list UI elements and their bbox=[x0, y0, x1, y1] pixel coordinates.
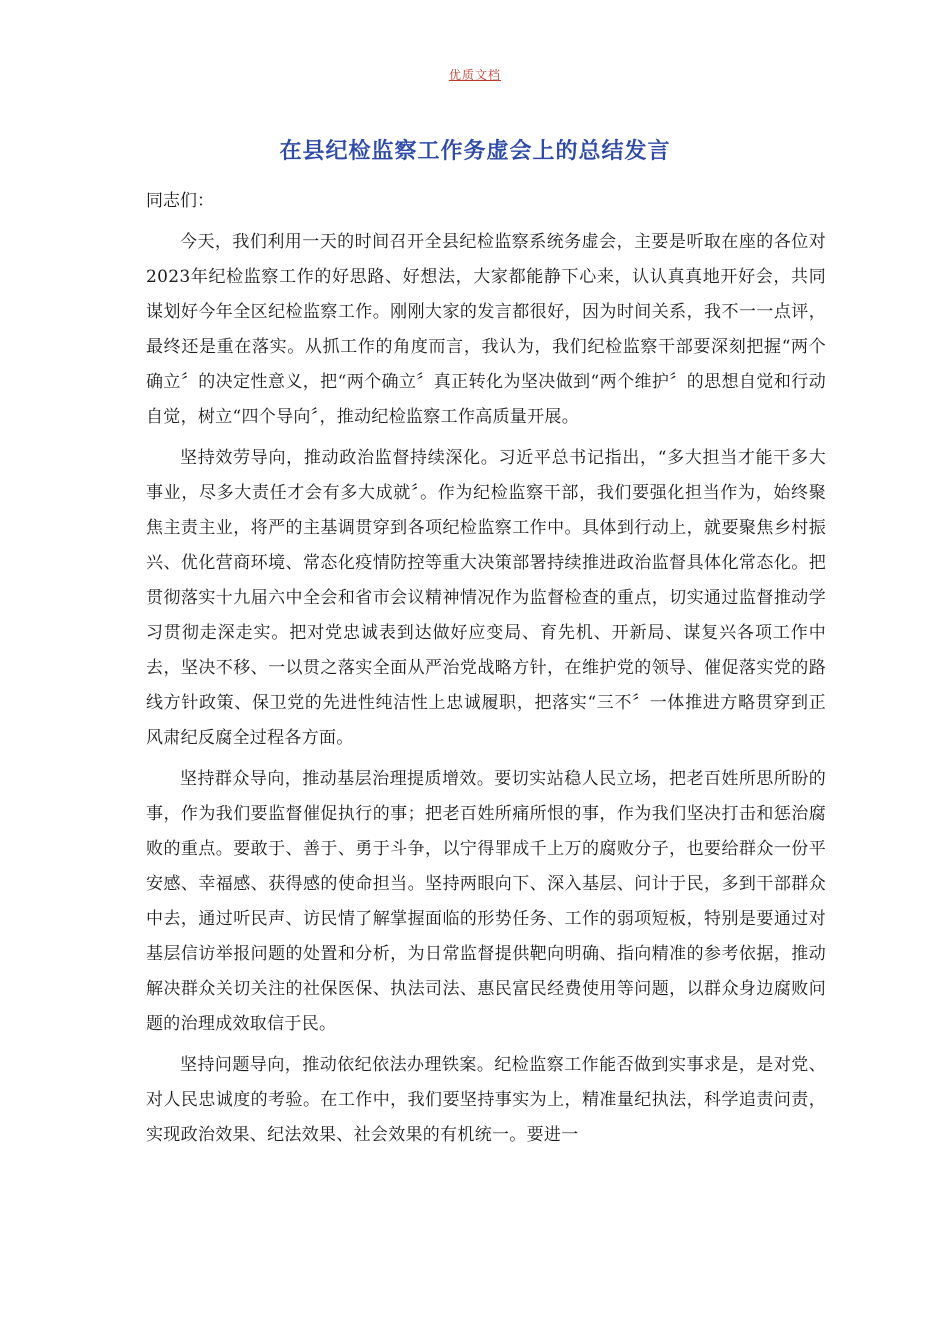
paragraph-problem-orientation: 坚持问题导向，推动依纪依法办理铁案。纪检监察工作能否做到实事求是，是对党、对人民忠诚度的考验。在工作中，我们要坚持事实为上，精准量纪执法，科学追责问责，实现政治效果、纪法效果、社会效果的有机统一。要进一 bbox=[146, 1055, 826, 1145]
paragraph-intro: 今天，我们利用一天的时间召开全县纪检监察系统务虚会，主要是听取在座的各位对2023年纪检监察工作的好思路、好想法，大家都能静下心来，认认真真地开好会，共同谋划好今年全区纪检监察工作。刚刚大家的发言都很好，因为时间关系，我不一一点评，最终还是重在落实。从抓工作的角度而言，我认为，我们纪检监察干部要深刻把握“两个确立〞的决定性意义，把“两个确立〞真正转化为坚决做到“两个维护〞的思想自觉和行动自觉，树立“四个导向〞，推动纪检监察工作高质量开展。 bbox=[146, 232, 826, 427]
document-header-tag: 优质文档 bbox=[448, 68, 501, 82]
document-title: 在县纪检监察工作务虚会上的总结发言 bbox=[279, 139, 671, 164]
salutation: 同志们： bbox=[146, 191, 214, 211]
paragraph-people-orientation: 坚持群众导向，推动基层治理提质增效。要切实站稳人民立场，把老百姓所思所盼的事，作为我们要监督催促执行的事；把老百姓所痛所恨的事，作为我们坚决打击和惩治腐败的重点。要敢于、善于、勇于斗争，以宁得罪成千上万的腐败分子，也要给群众一份平安感、幸福感、获得感的使命担当。坚持两眼向下、深入基层、问计于民，多到干部群众中去，通过听民声、访民情了解掌握面临的形势任务、工作的弱项短板，特别是要通过对基层信访举报问题的处置和分析，为日常监督提供靶向明确、指向精准的参考依据，推动解决群众关切关注的社保医保、执法司法、惠民富民经费使用等问题，以群众身边腐败问题的治理成效取信于民。 bbox=[146, 769, 826, 1034]
paragraph-service-orientation: 坚持效劳导向，推动政治监督持续深化。习近平总书记指出，“多大担当才能干多大事业，尽多大责任才会有多大成就〞。作为纪检监察干部，我们要强化担当作为，始终聚焦主责主业，将严的主基调贯穿到各项纪检监察工作中。具体到行动上，就要聚焦乡村振兴、优化营商环境、常态化疫情防控等重大决策部署持续推进政治监督具体化常态化。把贯彻落实十九届六中全会和省市会议精神情况作为监督检查的重点，切实通过监督推动学习贯彻走深走实。把对党忠诚表到达做好应变局、育先机、开新局、谋复兴各项工作中去，坚决不移、一以贯之落实全面从严治党战略方针，在维护党的领导、催促落实党的路线方针政策、保卫党的先进性纯洁性上忠诚履职，把落实“三不〞一体推进方略贯穿到正风肃纪反腐全过程各方面。 bbox=[146, 448, 826, 748]
document-body bbox=[146, 184, 826, 1159]
